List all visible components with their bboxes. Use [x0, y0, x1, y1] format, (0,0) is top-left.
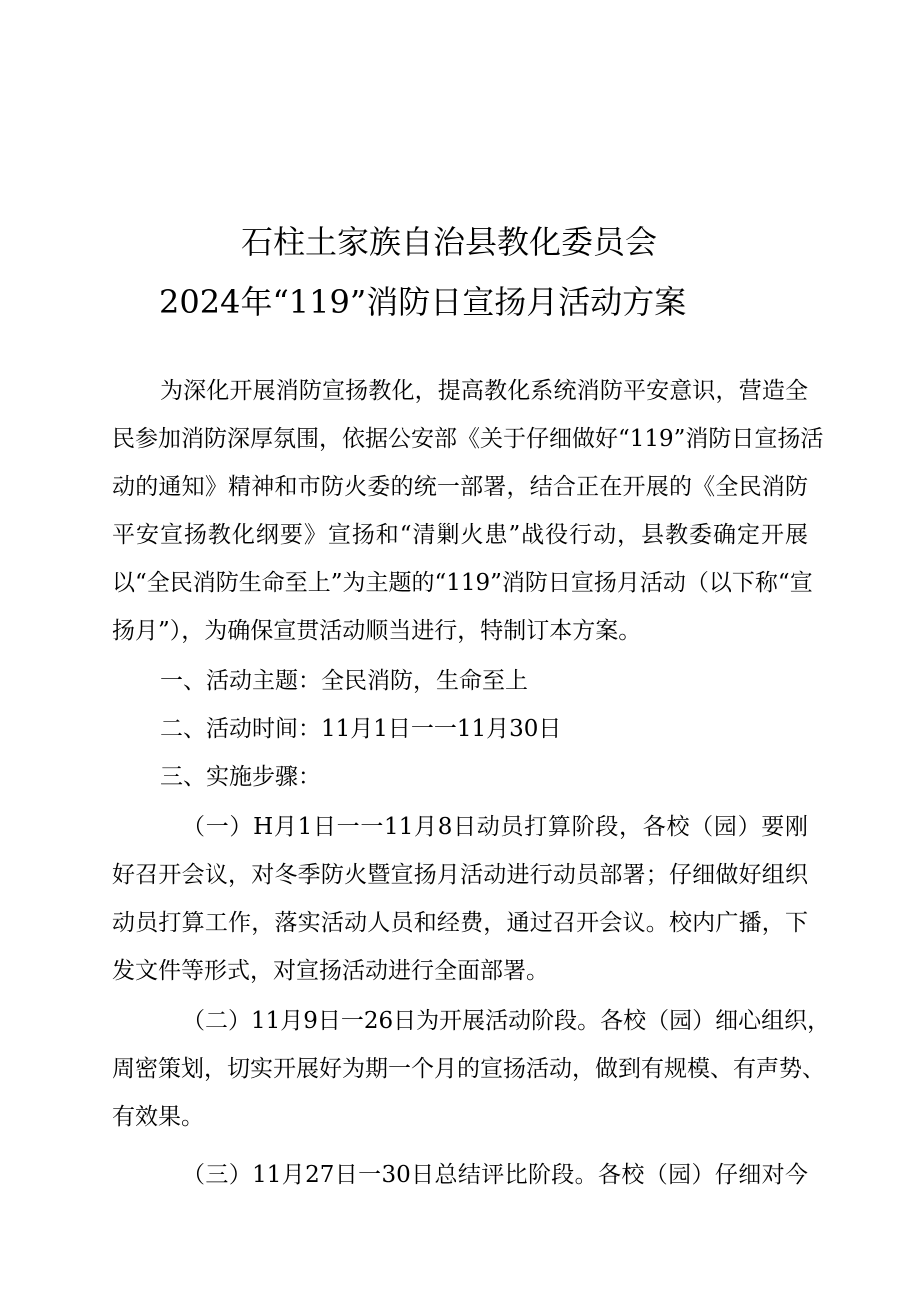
paragraph-line: 民参加消防深厚氛围，依据公安部《关于仔细做好“119”消防日宣扬活	[112, 426, 824, 452]
section-heading-theme: 一、活动主题：全民消防，生命至上	[160, 668, 528, 694]
paragraph-line: 以“全民消防生命至上”为主题的“119”消防日宣扬月活动（以下称“宣	[112, 570, 813, 596]
paragraph-line: 周密策划，切实开展好为期一个月的宣扬活动，做到有规模、有声势、	[112, 1056, 825, 1082]
paragraph-line: （一）H月1日一一11月8日动员打算阶段，各校（园）要刚	[182, 814, 808, 840]
paragraph-line: 发文件等形式，对宣扬活动进行全面部署。	[112, 958, 549, 984]
paragraph-line: （三）11月27日一30日总结评比阶段。各校（园）仔细对今	[182, 1162, 808, 1188]
paragraph-line: 平安宣扬教化纲要》宣扬和“清剿火患”战役行动，县教委确定开展	[112, 522, 808, 548]
paragraph-line: 为深化开展消防宣扬教化，提高教化系统消防平安意识，营造全	[160, 378, 808, 404]
section-heading-time: 二、活动时间：11月1日一一11月30日	[160, 716, 562, 742]
paragraph-line: 扬月”），为确保宣贯活动顺当进行，特制订本方案。	[112, 618, 642, 644]
paragraph-line: 动的通知》精神和市防火委的统一部署，结合正在开展的《全民消防	[112, 474, 808, 500]
section-heading-steps: 三、实施步骤：	[160, 764, 321, 790]
paragraph-line: 动员打算工作，落实活动人员和经费，通过召开会议。校内广播，下	[112, 910, 808, 936]
paragraph-line: （二）11月9日一26日为开展活动阶段。各校（园）细心组织，	[182, 1008, 831, 1034]
document-title-line-2: 2024年“119”消防日宣扬月活动方案	[159, 283, 687, 321]
paragraph-line: 好召开会议，对冬季防火暨宣扬月活动进行动员部署；仔细做好组织	[112, 862, 808, 888]
paragraph-line: 有效果。	[112, 1104, 204, 1130]
document-title-line-1: 石柱土家族自治县教化委员会	[241, 223, 658, 261]
